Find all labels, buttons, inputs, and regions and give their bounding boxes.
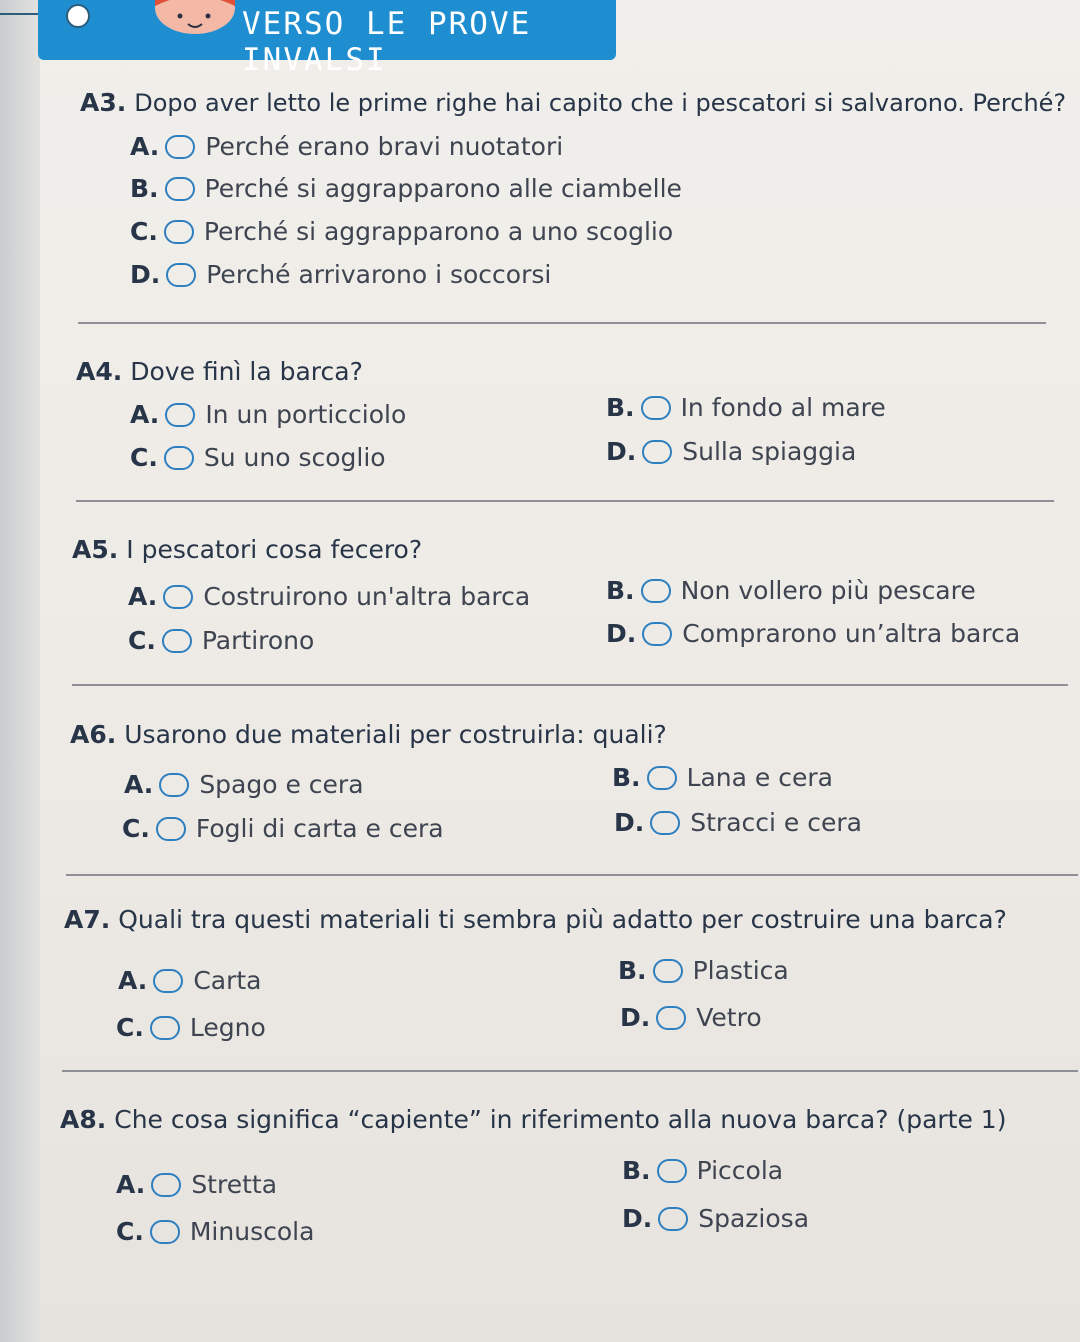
page-title: VERSO LE PROVE INVALSI — [242, 6, 532, 78]
option-letter: B. — [130, 174, 159, 203]
answer-circle[interactable] — [164, 446, 194, 470]
option-a7-b[interactable] — [618, 956, 789, 985]
answer-circle[interactable] — [641, 579, 671, 603]
answer-circle[interactable] — [647, 766, 677, 790]
option-text: Stracci e cera — [690, 808, 862, 837]
option-a7-c[interactable] — [116, 1013, 266, 1042]
option-a6-a[interactable] — [124, 770, 364, 799]
answer-circle[interactable] — [658, 1207, 688, 1231]
divider — [66, 874, 1078, 876]
answer-circle[interactable] — [653, 959, 683, 983]
question-number: A8. — [60, 1105, 107, 1134]
header-marker-icon — [66, 4, 90, 28]
option-text: Perché erano bravi nuotatori — [205, 132, 564, 161]
option-a4-a[interactable] — [130, 400, 406, 429]
option-text: Comprarono un’altra barca — [682, 619, 1021, 648]
child-face-icon — [150, 0, 240, 40]
option-letter: B. — [612, 763, 641, 792]
option-a3-c[interactable] — [130, 217, 673, 246]
option-letter: C. — [122, 814, 150, 843]
question-a5 — [72, 535, 422, 564]
answer-circle[interactable] — [650, 811, 680, 835]
option-a5-c[interactable] — [128, 626, 314, 655]
option-text: Non vollero più pescare — [680, 576, 976, 605]
option-letter: B. — [618, 956, 647, 985]
option-a5-b[interactable] — [606, 576, 976, 605]
option-a8-d[interactable] — [622, 1204, 809, 1233]
answer-circle[interactable] — [164, 220, 194, 244]
option-letter: A. — [118, 966, 148, 995]
answer-circle[interactable] — [156, 817, 186, 841]
option-a7-d[interactable] — [620, 1003, 762, 1032]
answer-circle[interactable] — [159, 773, 189, 797]
option-text: Plastica — [692, 956, 789, 985]
option-text: Partirono — [201, 626, 315, 655]
question-a7 — [64, 905, 1007, 934]
divider — [76, 500, 1054, 502]
option-a4-b[interactable] — [606, 393, 886, 422]
option-letter: C. — [128, 626, 156, 655]
option-letter: C. — [130, 217, 158, 246]
option-letter: A. — [124, 770, 154, 799]
option-a5-d[interactable] — [606, 619, 1020, 648]
option-text: Spago e cera — [199, 770, 364, 799]
divider — [78, 322, 1046, 324]
option-text: Minuscola — [189, 1217, 315, 1246]
option-text: Piccola — [696, 1156, 784, 1185]
option-a5-a[interactable] — [128, 582, 530, 611]
answer-circle[interactable] — [165, 135, 195, 159]
answer-circle[interactable] — [642, 440, 672, 464]
option-text: Fogli di carta e cera — [195, 814, 444, 843]
option-letter: B. — [606, 393, 635, 422]
question-a6 — [70, 720, 667, 749]
option-letter: A. — [128, 582, 158, 611]
option-text: Spaziosa — [698, 1204, 810, 1233]
option-letter: D. — [622, 1204, 653, 1233]
option-text: Costruirono un'altra barca — [203, 582, 531, 611]
question-a4 — [76, 357, 363, 386]
option-letter: D. — [614, 808, 645, 837]
question-text: Che cosa significa “capiente” in riferimento alla nuova barca? (parte 1) — [114, 1105, 1007, 1134]
answer-circle[interactable] — [162, 629, 192, 653]
answer-circle[interactable] — [163, 585, 193, 609]
option-text: Stretta — [191, 1170, 278, 1199]
question-a3 — [80, 88, 1066, 117]
option-text: Perché si aggrapparono alle ciambelle — [204, 174, 682, 203]
option-letter: C. — [116, 1013, 144, 1042]
option-letter: B. — [606, 576, 635, 605]
option-letter: A. — [116, 1170, 146, 1199]
option-text: Sulla spiaggia — [682, 437, 857, 466]
question-a8 — [60, 1105, 1006, 1134]
question-number: A6. — [70, 720, 117, 749]
option-a4-d[interactable] — [606, 437, 856, 466]
option-a6-c[interactable] — [122, 814, 444, 843]
option-a3-b[interactable] — [130, 174, 682, 203]
option-text: Perché si aggrapparono a uno scoglio — [203, 217, 674, 246]
option-a8-b[interactable] — [622, 1156, 783, 1185]
option-text: Su uno scoglio — [203, 443, 386, 472]
answer-circle[interactable] — [151, 1173, 181, 1197]
question-text: Quali tra questi materiali ti sembra più adatto per costruire una barca? — [118, 905, 1007, 934]
option-text: Carta — [193, 966, 262, 995]
answer-circle[interactable] — [641, 396, 671, 420]
answer-circle[interactable] — [150, 1016, 180, 1040]
option-a6-d[interactable] — [614, 808, 862, 837]
answer-circle[interactable] — [642, 622, 672, 646]
option-letter: D. — [606, 437, 637, 466]
option-a7-a[interactable] — [118, 966, 262, 995]
option-text: Lana e cera — [686, 763, 833, 792]
question-text: Usarono due materiali per costruirla: quali? — [124, 720, 667, 749]
option-letter: C. — [116, 1217, 144, 1246]
option-letter: D. — [620, 1003, 651, 1032]
option-a4-c[interactable] — [130, 443, 386, 472]
question-number: A4. — [76, 357, 123, 386]
question-text: I pescatori cosa fecero? — [126, 535, 423, 564]
option-a8-a[interactable] — [116, 1170, 277, 1199]
option-letter: C. — [130, 443, 158, 472]
page-edge — [0, 0, 40, 1342]
divider — [72, 684, 1068, 686]
option-a3-a[interactable] — [130, 132, 563, 161]
header-banner — [38, 0, 616, 78]
option-letter: D. — [606, 619, 637, 648]
divider — [62, 1070, 1078, 1072]
question-text: Dopo aver letto le prime righe hai capito che i pescatori si salvarono. Perché? — [134, 89, 1067, 117]
answer-circle[interactable] — [166, 263, 196, 287]
answer-circle[interactable] — [165, 403, 195, 427]
option-text: In fondo al mare — [680, 393, 886, 422]
option-text: In un porticciolo — [205, 400, 407, 429]
question-number: A3. — [80, 88, 127, 117]
question-number: A7. — [64, 905, 111, 934]
option-a8-c[interactable] — [116, 1217, 314, 1246]
question-number: A5. — [72, 535, 119, 564]
option-text: Perché arrivarono i soccorsi — [206, 260, 552, 289]
answer-circle[interactable] — [150, 1220, 180, 1244]
option-a3-d[interactable] — [130, 260, 551, 289]
option-a6-b[interactable] — [612, 763, 833, 792]
option-text: Vetro — [696, 1003, 762, 1032]
answer-circle[interactable] — [165, 177, 195, 201]
answer-circle[interactable] — [657, 1159, 687, 1183]
answer-circle[interactable] — [153, 969, 183, 993]
option-letter: B. — [622, 1156, 651, 1185]
answer-circle[interactable] — [656, 1006, 686, 1030]
option-letter: A. — [130, 400, 160, 429]
question-text: Dove finì la barca? — [130, 357, 363, 386]
option-letter: A. — [130, 132, 160, 161]
option-letter: D. — [130, 260, 161, 289]
option-text: Legno — [189, 1013, 266, 1042]
